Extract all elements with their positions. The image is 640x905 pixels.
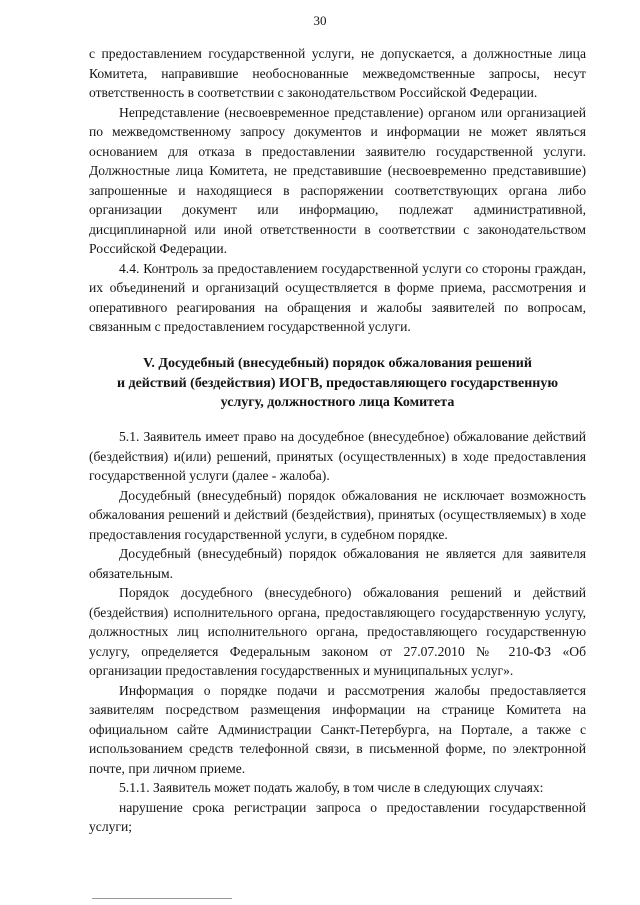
section-heading xyxy=(89,354,586,413)
paragraph: Порядок досудебного (внесудебного) обжалования решений и действий (бездействия) исполнительного органа, предоставляющего государственную услугу, должностных лиц исполнительного органа, предоставляющего государственную услугу, определяется Федеральным законом от 27.07.2010 № 210-ФЗ «Об организации предоставления государственных и муниципальных услуг». xyxy=(89,585,586,678)
footer-rule xyxy=(92,898,232,899)
paragraph: нарушение срока регистрации запроса о предоставлении государственной услуги; xyxy=(89,799,586,834)
paragraph: 4.4. Контроль за предоставлением государственной услуги со стороны граждан, их объединений и организаций осуществляется в форме приема, рассмотрения и оперативного реагирования на обращения и жалобы заявителей по вопросам, связанным с предоставлением государственной услуги. xyxy=(89,260,586,334)
paragraph: Информация о порядке подачи и рассмотрения жалобы предоставляется заявителям посредством размещения информации на странице Комитета на официальном сайте Администрации Санкт-Петербурга, на Портале, а также с использованием средств телефонной связи, в письменной форме, по электронной почте, при личном приеме. xyxy=(89,682,586,776)
text-block-top xyxy=(89,44,586,337)
paragraph: 5.1.1. Заявитель может подать жалобу, в том числе в следующих случаях: xyxy=(119,780,544,795)
section-heading-line: услугу, должностного лица Комитета xyxy=(220,395,455,410)
paragraph: 5.1. Заявитель имеет право на досудебное (внесудебное) обжалование действий (бездействия) и(или) решений, принятых (осуществленных) в ходе предоставления государственной услуги (далее - жалоба). xyxy=(89,429,586,483)
paragraph: Досудебный (внесудебный) порядок обжалования не является для заявителя обязательным. xyxy=(89,546,586,581)
paragraph: Досудебный (внесудебный) порядок обжалования не исключает возможность обжалования решений и действий (бездействия), принятых (осуществляемых) в ходе предоставления государственной услуги, в судебном порядке. xyxy=(89,487,586,542)
paragraph: с предоставлением государственной услуги, не допускается, а должностные лица Комитета, направившие необоснованные межведомственные запросы, несут ответственность в соответствии с законодательством Российской Федерации. xyxy=(89,46,586,100)
section-heading-line: и действий (бездействия) ИОГВ, предоставляющего государственную xyxy=(116,375,559,391)
paragraph: Непредставление (несвоевременное представление) органом или организацией по межведомственному запросу документов и информации не может являться основанием для отказа в предоставлении заявителю государственной услуги. Должностные лица Комитета, не представившие (несвоевременно представившие) запрошенные и находящиеся в распоряжении соответствующих органа либо организации документ или информацию, подлежат административной, дисциплинарной или иной ответственности в соответствии с законодательством Российской Федерации. xyxy=(89,104,586,256)
section-heading-line: V. Досудебный (внесудебный) порядок обжалования решений xyxy=(143,356,532,371)
text-block-bottom xyxy=(89,427,586,837)
page-number: 30 xyxy=(313,13,327,28)
